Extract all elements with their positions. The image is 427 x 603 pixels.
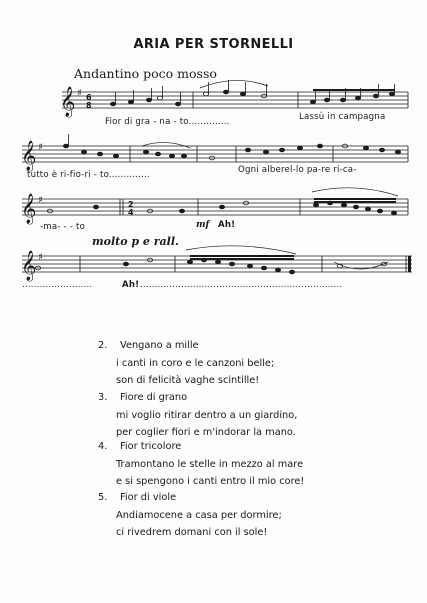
verse-5: 5. Fior di viole Andiamocene a casa per dormire; ci rivedrem domani con il sole! bbox=[98, 492, 282, 538]
time-signature: 8 bbox=[86, 101, 92, 110]
time-signature: 2 bbox=[128, 200, 134, 209]
lyric-line: Ah! bbox=[122, 280, 140, 290]
verse-2: 2. Vengano a mille i canti in coro e le canzoni belle; son di felicità vaghe scintille! bbox=[98, 340, 275, 386]
dynamic-mf: mf bbox=[196, 220, 210, 230]
treble-clef-icon: 𝄞 bbox=[21, 141, 37, 171]
time-signature: 4 bbox=[128, 208, 134, 217]
sharp-icon: ♯ bbox=[77, 88, 82, 99]
sharp-icon: ♯ bbox=[38, 252, 43, 263]
lyric-line: tutto è ri-fio-ri - to.............. bbox=[27, 170, 150, 180]
lyric-line: Ogni alberel-lo pa-re ri-ca- bbox=[238, 165, 357, 175]
lyric-line: Lassù in campagna bbox=[299, 112, 386, 122]
verse-4: 4. Fior tricolore Tramontano le stelle in mezzo al mare e si spengono i canti entro il mio core! bbox=[98, 441, 305, 487]
dynamic-marking: molto p e rall. bbox=[92, 235, 179, 248]
verse-3: 3. Fiore di grano mi voglio ritirar dentro a un giardino, per coglier fiori e m'indorar la mano. bbox=[98, 392, 298, 438]
lyric-line: -ma- - - to bbox=[40, 222, 86, 232]
lyric-line: Fior di gra - na - to.............. bbox=[105, 117, 230, 127]
treble-clef-icon: 𝄞 bbox=[60, 87, 76, 117]
lyric-dots: ..................................................................... bbox=[140, 280, 343, 290]
staff-2 bbox=[22, 146, 408, 162]
song-title: ARIA PER STORNELLI bbox=[133, 37, 294, 52]
lyric-line: Ah! bbox=[218, 220, 236, 230]
treble-clef-icon: 𝄞 bbox=[21, 194, 37, 224]
tempo-marking: Andantino poco mosso bbox=[74, 66, 217, 81]
lyric-dots: ........................ bbox=[22, 280, 93, 290]
sharp-icon: ♯ bbox=[38, 142, 43, 153]
treble-clef-icon: 𝄞 bbox=[21, 251, 37, 281]
time-signature: 6 bbox=[86, 93, 92, 102]
sharp-icon: ♯ bbox=[38, 195, 43, 206]
